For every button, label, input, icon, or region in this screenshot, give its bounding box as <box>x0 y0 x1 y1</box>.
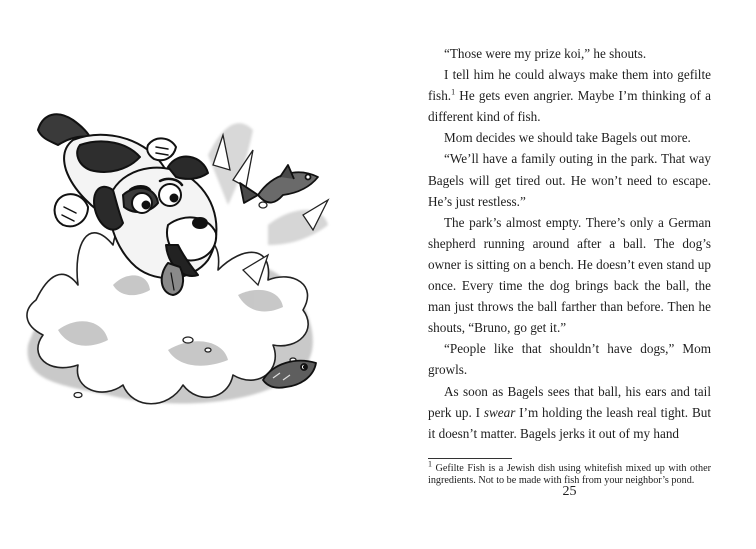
paragraph-text: As soon as Bagels sees that ball, his ears and tail perk up. I <box>428 383 711 420</box>
footnote-divider <box>428 458 512 459</box>
paragraph: “Those were my prize koi,” he shouts. <box>444 46 647 61</box>
paragraph-text: He gets even angrier. Maybe I’m thinking of a different kind of fish. <box>428 88 711 125</box>
page-number: 25 <box>562 484 577 499</box>
footnote-reference: 1 <box>451 87 456 97</box>
paragraph: The park’s almost empty. There’s only a German shepherd running around after a ball. The dog’s owner is sitting on a bench. He doesn’t even stand up once. Every time the dog brings back the ball, the man just throws the ball farther than before. Then he shouts, “Bruno, go get it.” <box>428 214 711 336</box>
paragraph <box>428 381 711 444</box>
fish-leaping-top <box>240 165 318 203</box>
paragraph <box>428 64 711 127</box>
paragraph-text: I’m holding the leash real tight. But it doesn’t matter. Bagels jerks it out of my hand <box>428 404 711 441</box>
paragraph: Mom decides we should take Bagels out more. <box>444 130 691 146</box>
illustration-dog-splash <box>18 95 348 425</box>
text-page <box>428 43 711 499</box>
paragraph: “People like that shouldn’t have dogs,” Mom growls. <box>428 341 711 378</box>
footnote-text: Gefilte Fish is a Jewish dish using whitefish mixed up with other ingredients. Not to be made with fish from your neighbor’s pond. <box>428 462 711 486</box>
paragraph: “We’ll have a family outing in the park. That way Bagels will get tired out. He won’t need to escape. He’s just restless.” <box>428 151 711 209</box>
emphasis: swear <box>483 404 516 420</box>
footnote-marker: 1 <box>428 459 432 469</box>
body-text <box>428 43 711 444</box>
paragraph-text: I tell him he could always make them into gefilte fish. <box>428 67 711 104</box>
